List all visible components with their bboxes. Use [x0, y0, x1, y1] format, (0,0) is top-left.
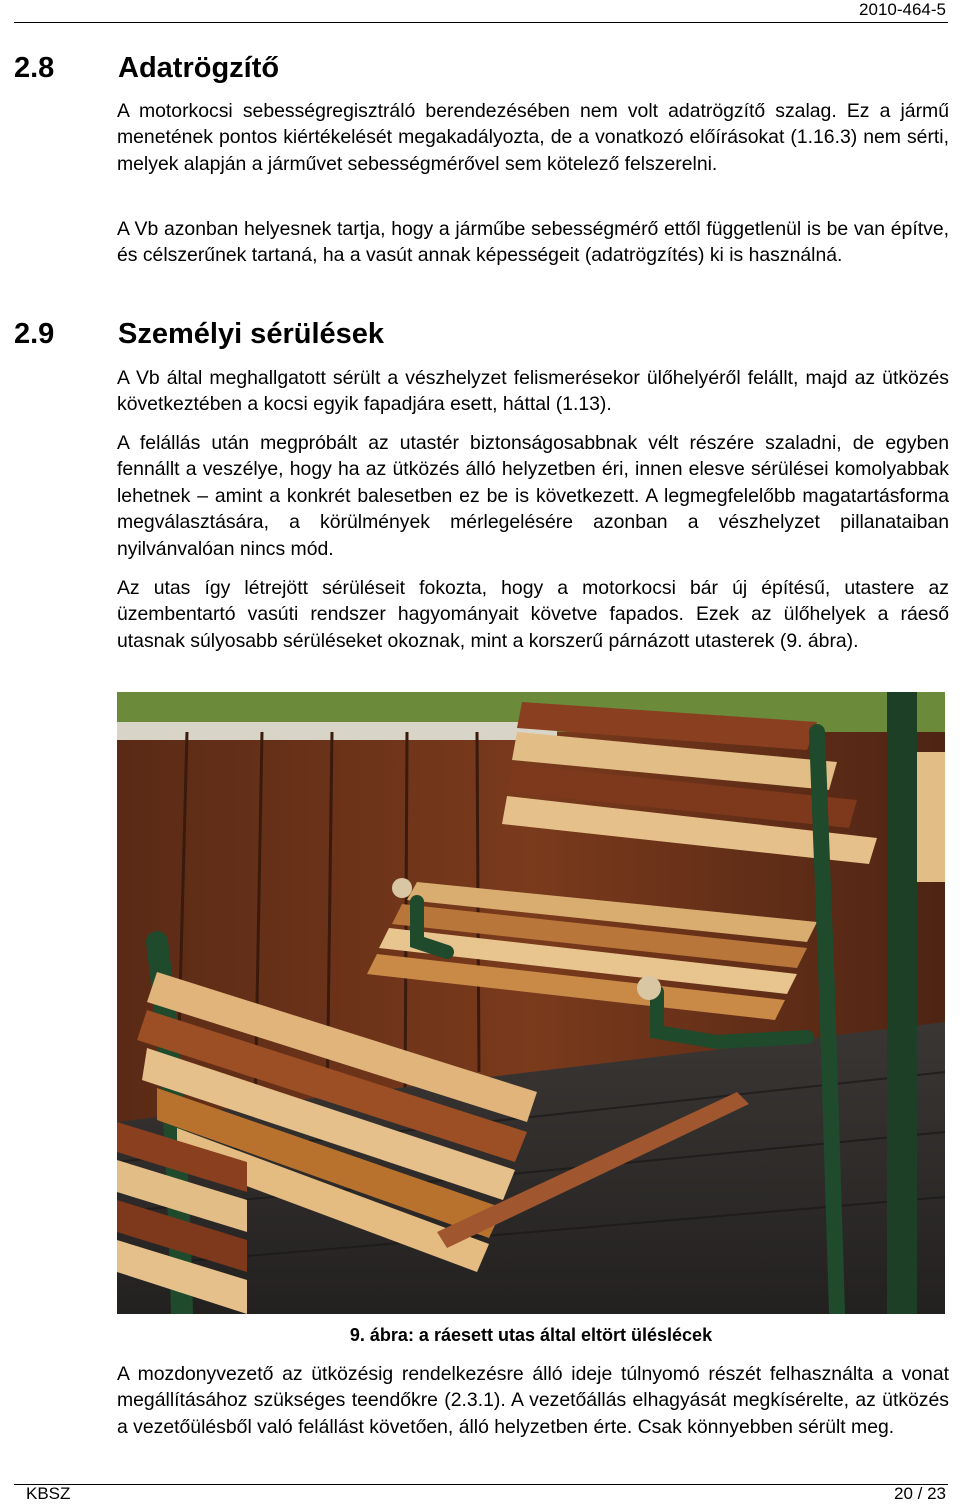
footer-organization: KBSZ — [26, 1484, 71, 1503]
paragraph: A felállás után megpróbált az utastér biztonságosabbnak vélt részére szaladni, de egyben fennállt a veszélye, hogy ha az ütközés álló helyzetben éri, innen elesve sérülései komolyabbak lehetnek – amint a konkrét balesetben ez be is következett. A legmegfelelőbb magatartásforma megválasztására, a körülmények mérlegelésére azonban a vészhelyzet pillanataiban nyilvánvalóan nincs mód. — [117, 432, 949, 560]
paragraph: Az utas így létrejött sérüléseit fokozta, hogy a motorkocsi bár új építésű, utastere az üzembentartó vasúti rendszer hagyományait követve fapados. Ezek az ülőhelyek a ráeső utasnak súlyosabb sérüléseket okoznak, mint a korszerű párnázott utasterek (9. ábra). — [117, 577, 949, 652]
section-number: 2.9 — [14, 318, 55, 350]
figure-caption: 9. ábra: a ráesett utas által eltört üléslécek — [349, 1325, 713, 1345]
paragraph: A motorkocsi sebességregisztráló berendezésében nem volt adatrögzítő szalag. Ez a jármű menetének pontos kiértékelését megakadályozta, de a vonatkozó előírásokat (1.16.3) nem sérti, melyek alapján a járművet sebességmérővel sem kötelező felszerelni. — [117, 100, 949, 175]
section-number: 2.8 — [14, 52, 55, 84]
page-number: 20 / 23 — [894, 1484, 946, 1503]
paragraph: A Vb azonban helyesnek tartja, hogy a járműbe sebességmérő ettől függetlenül is be van építve, és célszerűnek tartaná, ha a vasút annak képességeit (adatrögzítés) ki is használná. — [117, 218, 949, 267]
paragraph: A Vb által meghallgatott sérült a vészhelyzet felismerésekor ülőhelyéről felállt, majd az ütközés következtében a kocsi egyik fapadjára esett, háttal (1.13). — [117, 367, 949, 416]
header-rule — [14, 22, 948, 23]
document-id: 2010-464-5 — [859, 0, 946, 19]
footer-rule — [14, 1484, 948, 1485]
section-title: Személyi sérülések — [118, 318, 385, 350]
broken-bench-illustration — [117, 692, 945, 1314]
paragraph: A mozdonyvezető az ütközésig rendelkezésre álló ideje túlnyomó részét felhasználta a vonat megállításához szükséges teendőkre (2.3.1). A vezetőállás elhagyását megkísérelte, az ütközés a vezetőülésből való felállást követően, álló helyzetben érte. Csak könnyebben sérült meg. — [117, 1363, 949, 1438]
section-title: Adatrögzítő — [118, 52, 280, 84]
figure-photo-broken-bench — [117, 692, 945, 1314]
